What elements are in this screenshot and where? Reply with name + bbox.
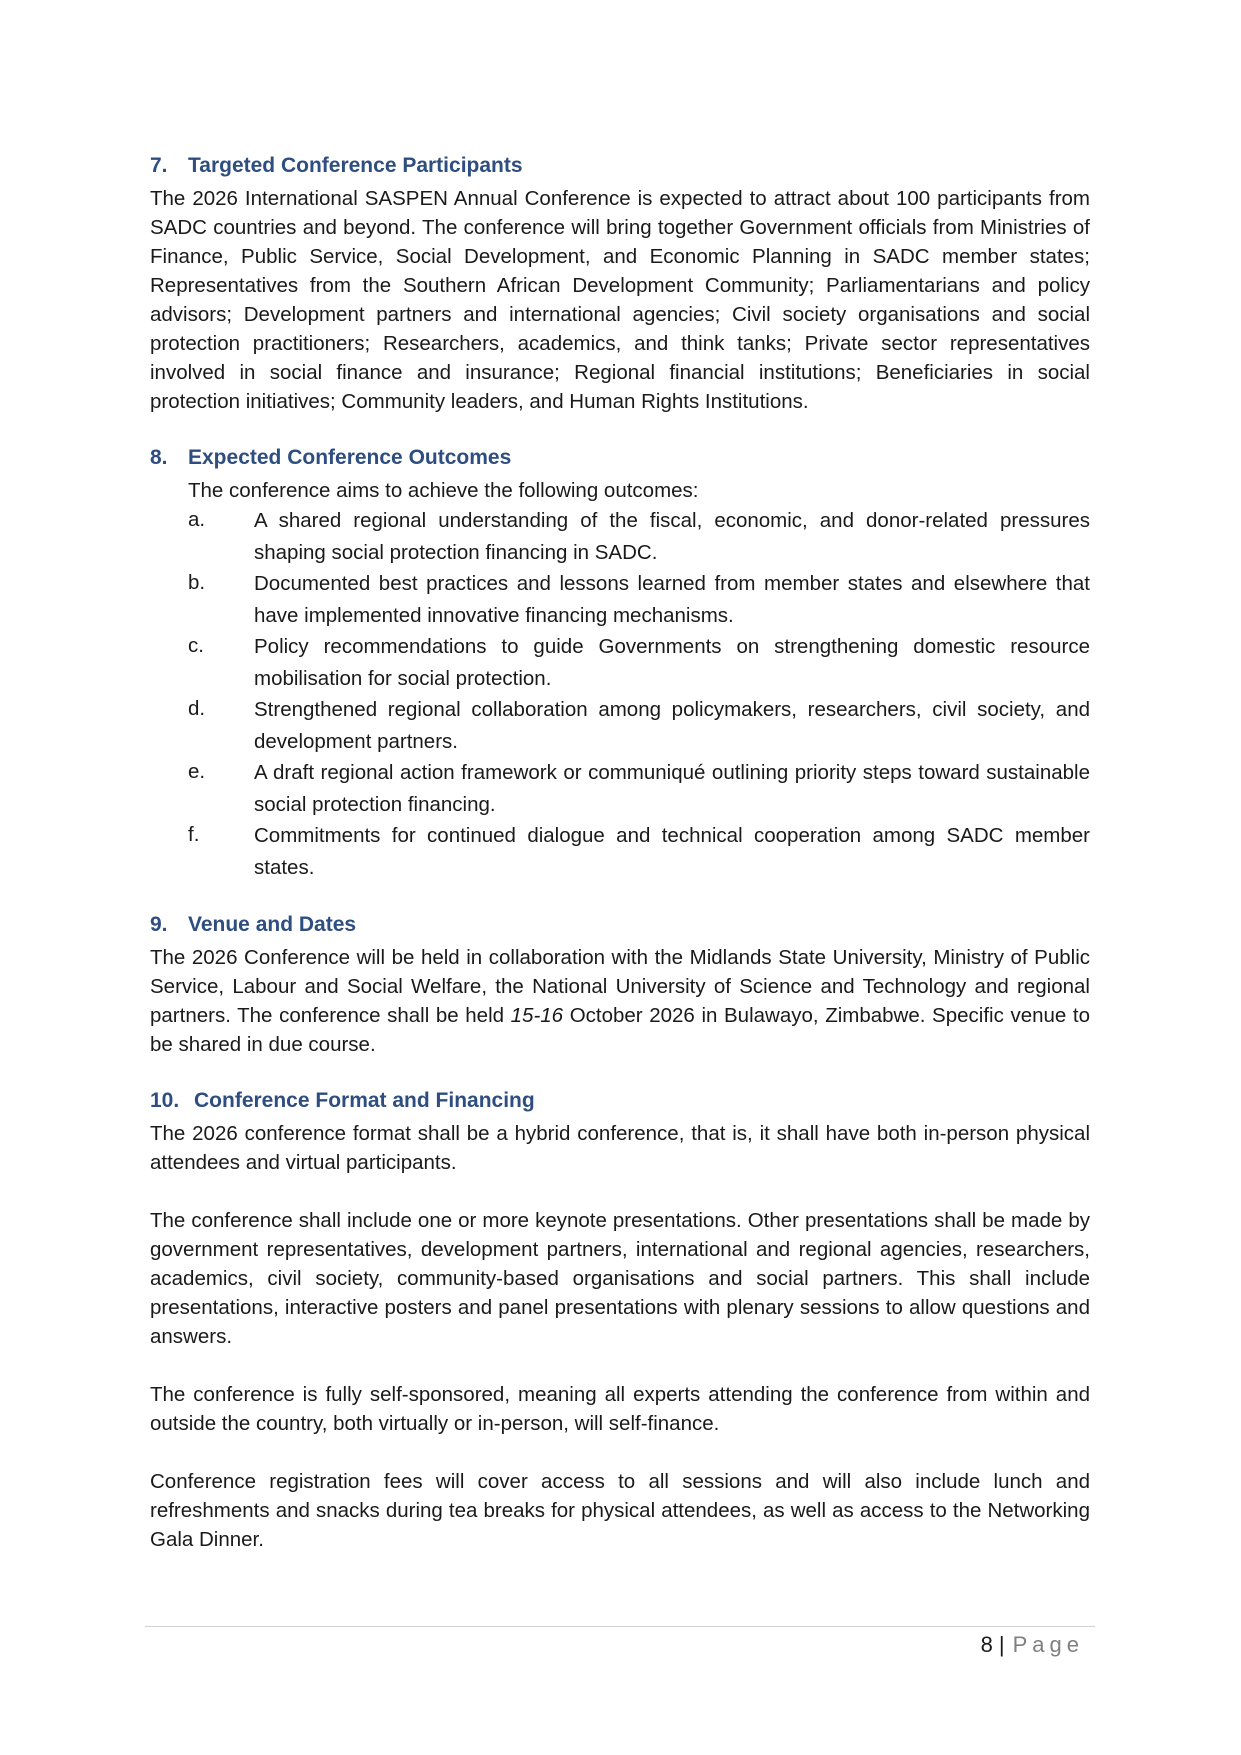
outcomes-list <box>150 505 1090 883</box>
list-item-text: Policy recommendations to guide Governments on strengthening domestic resource mobilisation for social protection. <box>254 635 1090 690</box>
document-body <box>150 152 1090 1582</box>
list-item-text: A shared regional understanding of the fiscal, economic, and donor-related pressures shaping social protection financing in SADC. <box>254 509 1090 564</box>
list-item-letter: f. <box>188 823 200 846</box>
page-label: Page <box>1012 1632 1084 1657</box>
paragraph: Conference registration fees will cover access to all sessions and will also include lunch and refreshments and snacks during tea breaks for physical attendees, as well as access to the Networking Gala Dinner. <box>150 1470 1090 1551</box>
section-title: Targeted Conference Participants <box>188 154 523 177</box>
list-item <box>150 568 1090 631</box>
section-number: 7. <box>150 154 168 177</box>
section-heading <box>150 1087 1090 1115</box>
section-venue <box>150 911 1090 1059</box>
paragraph: The 2026 conference format shall be a hybrid conference, that is, it shall have both in-person physical attendees and virtual participants. <box>150 1122 1090 1174</box>
list-item-text: Documented best practices and lessons learned from member states and elsewhere that have implemented innovative financing mechanisms. <box>254 572 1090 627</box>
section-participants <box>150 152 1090 416</box>
list-item-letter: c. <box>188 634 204 657</box>
section-title: Expected Conference Outcomes <box>188 446 512 469</box>
paragraph: The 2026 International SASPEN Annual Conference is expected to attract about 100 participants from SADC countries and beyond. The conference will bring together Government officials from Ministries of Finance, Public Service, Social Development, and Economic Planning in SADC member states; Representatives from the Southern African Development Community; Parliamentarians and policy advisors; Development partners and international agencies; Civil society organisations and social protection practitioners; Researchers, academics, and think tanks; Private sector representatives involved in social finance and insurance; Regional financial institutions; Beneficiaries in social protection initiatives; Community leaders, and Human Rights Institutions. <box>150 187 1090 413</box>
venue-text-start: The 2026 Conference will be held in collaboration with the Midlands State University, Ministry of Public Service, Labour and Social Welfare, the National University of Science and Technology and regional partners. The conference shall be held <box>150 946 1090 1027</box>
section-heading <box>150 152 1090 180</box>
page-number: 8 <box>980 1632 993 1657</box>
list-item-letter: a. <box>188 508 206 531</box>
list-item <box>150 694 1090 757</box>
paragraph: The conference is fully self-sponsored, meaning all experts attending the conference from within and outside the country, both virtually or in-person, will self-finance. <box>150 1383 1090 1435</box>
list-item-text: Strengthened regional collaboration among policymakers, researchers, civil society, and development partners. <box>254 698 1090 753</box>
section-heading <box>150 444 1090 472</box>
footer-divider <box>145 1626 1095 1627</box>
section-title: Conference Format and Financing <box>194 1089 535 1112</box>
outcomes-intro: The conference aims to achieve the following outcomes: <box>188 479 699 502</box>
list-item-text: A draft regional action framework or communiqué outlining priority steps toward sustainable social protection financing. <box>254 761 1090 816</box>
list-item-letter: b. <box>188 571 206 594</box>
list-item-text: Commitments for continued dialogue and technical cooperation among SADC member states. <box>254 824 1090 879</box>
section-number: 10. <box>150 1089 180 1112</box>
list-item <box>150 757 1090 820</box>
section-number: 9. <box>150 913 168 936</box>
list-item <box>150 631 1090 694</box>
venue-paragraph <box>150 943 1090 1059</box>
footer-separator: | <box>998 1632 1005 1657</box>
section-heading <box>150 911 1090 939</box>
section-format-financing <box>150 1087 1090 1554</box>
section-outcomes <box>150 444 1090 883</box>
list-item-letter: d. <box>188 697 206 720</box>
section-title: Venue and Dates <box>188 913 357 936</box>
paragraph: The conference shall include one or more keynote presentations. Other presentations shall be made by government representatives, development partners, international and regional agencies, researchers, academics, civil society, community-based organisations and social partners. This shall include presentations, interactive posters and panel presentations with plenary sessions to allow questions and answers. <box>150 1209 1090 1348</box>
list-item <box>150 505 1090 568</box>
list-item-letter: e. <box>188 760 206 783</box>
venue-text-end: October 2026 in Bulawayo, Zimbabwe. Specific venue to be shared in due course. <box>150 1004 1090 1056</box>
section-number: 8. <box>150 446 168 469</box>
list-item <box>150 820 1090 883</box>
page-footer <box>981 1630 1084 1660</box>
venue-dates: 15-16 <box>510 1004 564 1027</box>
